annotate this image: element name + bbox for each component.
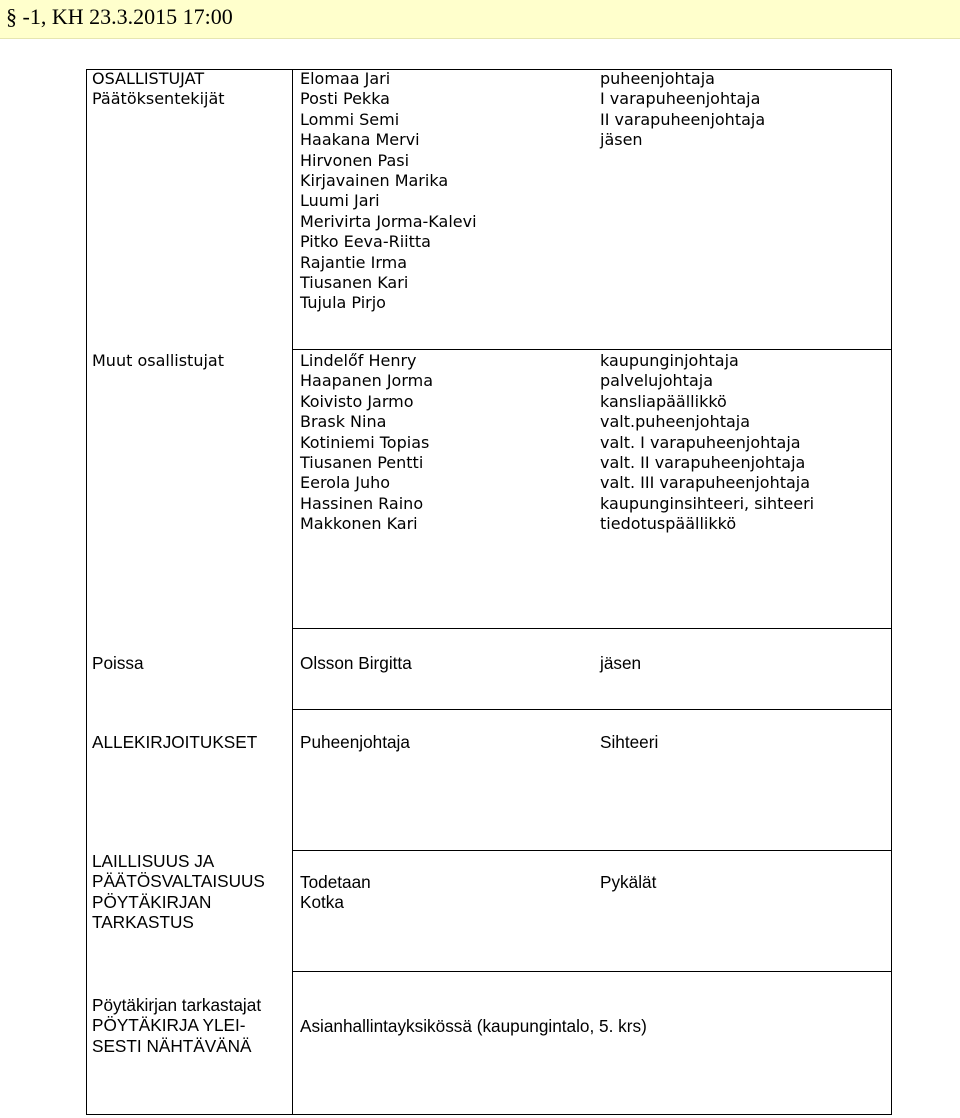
participant-name: Elomaa Jari xyxy=(300,69,391,88)
participant-role: puheenjohtaja xyxy=(600,69,715,88)
inspectors-label: Pöytäkirjan tarkastajat PÖYTÄKIRJA YLEI- SESTI NÄHTÄVÄNÄ xyxy=(92,995,262,1056)
other-name: Lindelőf Henry xyxy=(300,351,417,370)
legality-label: LAILLISUUS JA PÄÄTÖSVALTAISUUS PÖYTÄKIRJAN TARKASTUS xyxy=(92,851,265,933)
other-role: kaupunginsihteeri, sihteeri xyxy=(600,493,815,513)
secretary-signature-label: Sihteeri xyxy=(600,732,659,752)
signatures-label: ALLEKIRJOITUKSET xyxy=(92,732,258,752)
participant-name: Tiusanen Kari xyxy=(300,273,409,293)
participant-role: jäsen xyxy=(600,130,643,150)
absent-label: Poissa xyxy=(92,653,144,673)
section-header: § -1, KH 23.3.2015 17:00 xyxy=(6,4,233,29)
participant-name: Posti Pekka xyxy=(300,89,390,109)
others-list xyxy=(300,351,433,535)
participant-name: Rajantie Irma xyxy=(300,252,408,272)
row-divider xyxy=(292,971,892,972)
other-name: Eerola Juho xyxy=(300,473,391,493)
other-role: valt. III varapuheenjohtaja xyxy=(600,473,811,493)
others-roles xyxy=(600,351,814,535)
absent-name: Olsson Birgitta xyxy=(300,653,412,673)
other-name: Tiusanen Pentti xyxy=(300,453,424,473)
minutes-table xyxy=(86,69,892,1115)
other-role: tiedotuspäällikkö xyxy=(600,514,737,534)
header-bar xyxy=(0,0,960,39)
other-name: Brask Nina xyxy=(300,412,387,432)
participant-name: Pitko Eeva-Riitta xyxy=(300,232,431,252)
other-name: Haapanen Jorma xyxy=(300,371,434,391)
other-role: kaupunginjohtaja xyxy=(600,351,739,370)
other-role: valt.puheenjohtaja xyxy=(600,412,751,432)
participant-name: Haakana Mervi xyxy=(300,130,420,150)
absent-role: jäsen xyxy=(600,653,642,673)
decision-makers-roles xyxy=(600,69,765,151)
other-name: Makkonen Kari xyxy=(300,514,418,534)
other-role: valt. II varapuheenjohtaja xyxy=(600,453,806,473)
chair-signature-label: Puheenjohtaja xyxy=(300,732,410,752)
column-divider xyxy=(292,69,293,1115)
participant-role: II varapuheenjohtaja xyxy=(600,109,766,129)
row-divider xyxy=(292,628,892,629)
sections-label: Pykälät xyxy=(600,872,657,892)
public-display-location: Asianhallintayksikössä (kaupungintalo, 5. krs) xyxy=(300,1016,647,1036)
decision-makers-list xyxy=(300,69,477,314)
legality-value: Todetaan Kotka xyxy=(300,872,371,913)
other-name: Koivisto Jarmo xyxy=(300,391,414,411)
participant-name: Luumi Jari xyxy=(300,191,380,211)
other-role: valt. I varapuheenjohtaja xyxy=(600,432,801,452)
participant-name: Merivirta Jorma-Kalevi xyxy=(300,211,477,231)
participant-name: Lommi Semi xyxy=(300,109,400,129)
others-label: Muut osallistujat xyxy=(92,351,224,370)
other-role: palvelujohtaja xyxy=(600,371,714,391)
participants-label: OSALLISTUJAT Päätöksentekijät xyxy=(92,69,225,109)
other-name: Kotiniemi Topias xyxy=(300,432,430,452)
other-role: kansliapäällikkö xyxy=(600,391,727,411)
other-name: Hassinen Raino xyxy=(300,493,424,513)
participant-name: Hirvonen Pasi xyxy=(300,150,410,170)
participant-name: Tujula Pirjo xyxy=(300,293,386,313)
row-divider xyxy=(292,850,892,851)
row-divider xyxy=(292,349,892,350)
participant-name: Kirjavainen Marika xyxy=(300,171,449,191)
row-divider xyxy=(292,709,892,710)
participant-role: I varapuheenjohtaja xyxy=(600,89,761,109)
